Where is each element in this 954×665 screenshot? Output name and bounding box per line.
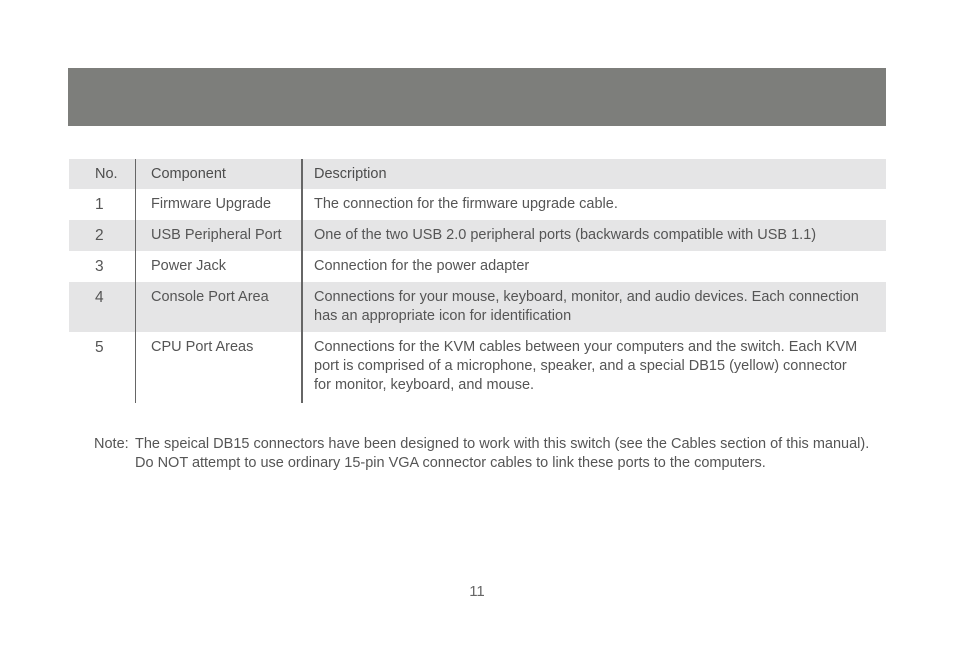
row-component: Power Jack xyxy=(136,251,303,282)
header-description: Description xyxy=(314,166,387,182)
header-no: No. xyxy=(69,159,136,189)
row-component: CPU Port Areas xyxy=(136,332,303,403)
component-table xyxy=(69,159,886,403)
row-description: One of the two USB 2.0 peripheral ports (backwards compatible with USB 1.1) xyxy=(314,227,817,243)
row-component: Firmware Upgrade xyxy=(136,189,303,220)
row-number: 2 xyxy=(69,220,136,251)
table-header-row xyxy=(69,159,886,189)
header-band xyxy=(68,68,886,126)
row-description: Connection for the power adapter xyxy=(314,258,530,274)
row-component: USB Peripheral Port xyxy=(136,220,303,251)
table-row xyxy=(69,332,886,403)
table-row xyxy=(69,251,886,282)
table-row xyxy=(69,282,886,332)
table-row xyxy=(69,220,886,251)
row-number: 3 xyxy=(69,251,136,282)
note-text: The speical DB15 connectors have been designed to work with this switch (see the Cables section of this manual). Do NOT attempt to use ordinary 15-pin VGA connector cables to link these ports to the computers. xyxy=(135,436,870,471)
row-number: 4 xyxy=(69,282,136,332)
row-number: 1 xyxy=(69,189,136,220)
row-component: Console Port Area xyxy=(136,282,303,332)
page-number: 11 xyxy=(469,583,485,600)
note-label: Note: xyxy=(94,436,129,452)
note xyxy=(94,435,884,473)
header-component: Component xyxy=(136,159,303,189)
row-description: Connections for the KVM cables between your computers and the switch. Each KVM port is comprised of a microphone, speaker, and a special DB15 (yellow) connector for monitor, keyboard, and mouse. xyxy=(314,339,858,393)
row-number: 5 xyxy=(69,332,136,403)
row-description: The connection for the firmware upgrade cable. xyxy=(314,196,618,212)
row-description: Connections for your mouse, keyboard, monitor, and audio devices. Each connection has an appropriate icon for identification xyxy=(314,289,859,324)
table-row xyxy=(69,189,886,220)
